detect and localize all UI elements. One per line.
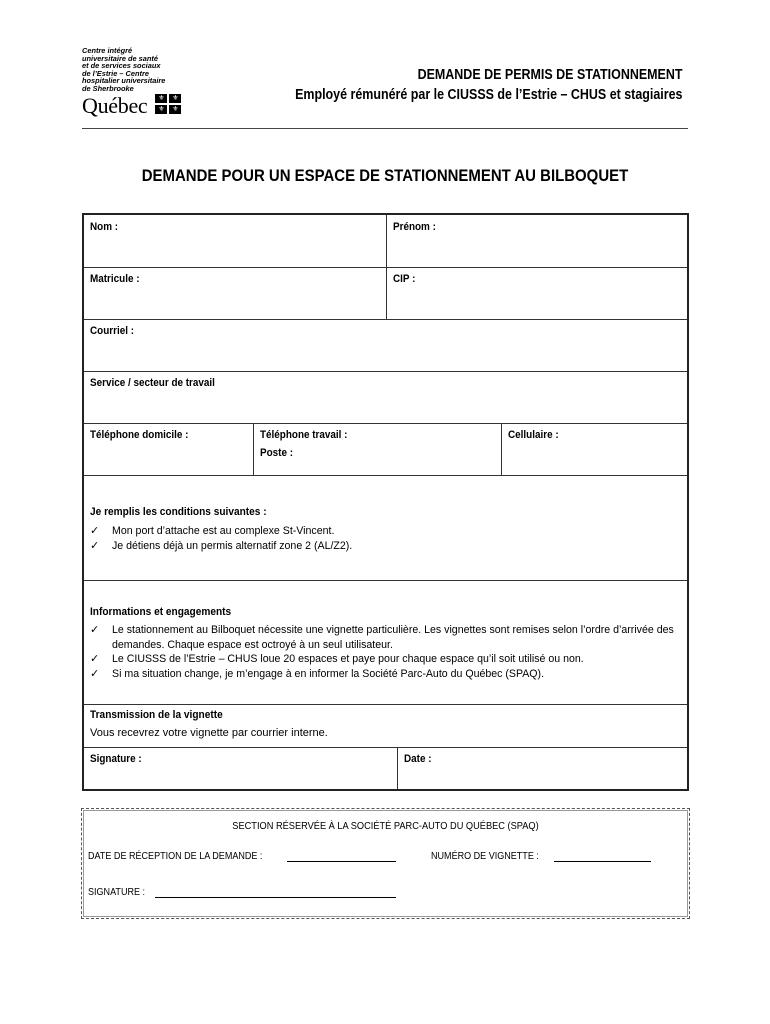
date-field[interactable]: [397, 748, 687, 789]
checkmark-icon: ✓: [90, 653, 100, 665]
logo-line: de Sherbrooke: [82, 83, 134, 93]
row-matricule: [84, 268, 687, 320]
logo-line: hospitalier universitaire: [82, 76, 166, 86]
date-reception-line[interactable]: [287, 861, 396, 862]
transmission-text: Vous recevrez votre vignette par courrier interne.: [90, 727, 328, 739]
header-titles: [232, 65, 682, 105]
spaq-reserved-section: [81, 808, 690, 919]
spaq-signature-label: SIGNATURE :: [88, 886, 146, 898]
list-item: ✓ Le stationnement au Bilboquet nécessite une vignette particulière. Les vignettes sont remises selon l’ordre d’arrivée des demandes. Chaque espace est octroyé à un seul utilisateur.: [90, 624, 674, 651]
date-label: Date :: [404, 753, 432, 765]
list-item: ✓ Si ma situation change, je m’engage à en informer la Société Parc-Auto du Québec (SPAQ).: [90, 667, 545, 680]
list-item: ✓ Le CIUSSS de l’Estrie – CHUS loue 20 espaces et paye pour chaque espace qu’il soit utilisé ou non.: [90, 653, 584, 665]
matricule-label: Matricule :: [90, 273, 140, 285]
signature-field[interactable]: [84, 748, 397, 789]
document-subtitle: Employé rémunéré par le CIUSSS de l’Estrie – CHUS et stagiaires: [294, 87, 682, 103]
logo-line: universitaire de santé: [82, 53, 158, 63]
poste-label: Poste :: [260, 447, 294, 459]
courriel-field[interactable]: [84, 320, 687, 372]
tel-travail-label: Téléphone travail :: [260, 429, 348, 441]
cip-field[interactable]: [386, 268, 687, 319]
quebec-flag-icon: ⚜ ⚜ ⚜ ⚜: [155, 94, 181, 114]
spaq-title: SECTION RÉSERVÉE À LA SOCIÉTÉ PARC-AUTO DU QUÉBEC (SPAQ): [232, 820, 539, 832]
checkmark-icon: ✓: [90, 539, 100, 552]
ciusss-logo: [82, 47, 217, 117]
header-divider: [82, 128, 688, 129]
tel-domicile-label: Téléphone domicile :: [90, 429, 189, 441]
tel-travail-field[interactable]: [253, 424, 501, 475]
engagements-list: [90, 623, 685, 681]
checkmark-icon: ✓: [90, 525, 100, 537]
document-title: DEMANDE DE PERMIS DE STATIONNEMENT: [417, 67, 682, 83]
list-item: ✓ Je détiens déjà un permis alternatif zone 2 (AL/Z2).: [90, 539, 353, 552]
quebec-wordmark: Québec: [82, 92, 148, 118]
conditions-title: Je remplis les conditions suivantes :: [90, 506, 267, 518]
row-name: [84, 215, 687, 268]
numero-vignette-line[interactable]: [554, 861, 651, 862]
list-item: ✓ Mon port d’attache est au complexe St-Vincent.: [90, 525, 335, 537]
page-title: DEMANDE POUR UN ESPACE DE STATIONNEMENT AU BILBOQUET: [141, 166, 629, 185]
conditions-list: [90, 524, 685, 553]
service-label: Service / secteur de travail: [90, 377, 215, 389]
engagements-section: [84, 581, 687, 705]
numero-vignette-label: NUMÉRO DE VIGNETTE :: [431, 850, 539, 862]
transmission-title: Transmission de la vignette: [90, 709, 223, 721]
logo-line: Centre intégré: [82, 46, 133, 55]
matricule-field[interactable]: [84, 268, 386, 319]
cip-label: CIP :: [393, 273, 416, 285]
signature-label: Signature :: [90, 753, 142, 765]
checkmark-icon: ✓: [90, 624, 100, 636]
request-form: [82, 213, 689, 791]
checkmark-icon: ✓: [90, 667, 100, 680]
row-signature: [84, 747, 687, 789]
engagements-title: Informations et engagements: [90, 606, 232, 618]
cellulaire-label: Cellulaire :: [508, 429, 559, 441]
nom-label: Nom :: [90, 221, 119, 233]
logo-line: et de services sociaux: [82, 61, 161, 71]
conditions-section: [84, 476, 687, 581]
prenom-label: Prénom :: [393, 221, 436, 233]
prenom-field[interactable]: [386, 215, 687, 267]
transmission-section: [84, 705, 687, 747]
row-phones: [84, 424, 687, 476]
service-field[interactable]: [84, 372, 687, 424]
nom-field[interactable]: [84, 215, 386, 267]
date-reception-label: DATE DE RÉCEPTION DE LA DEMANDE :: [88, 850, 263, 862]
courriel-label: Courriel :: [90, 325, 135, 337]
tel-domicile-field[interactable]: [84, 424, 253, 475]
logo-line: de l’Estrie – Centre: [82, 68, 149, 78]
spaq-signature-line[interactable]: [155, 897, 396, 898]
cellulaire-field[interactable]: [501, 424, 687, 475]
